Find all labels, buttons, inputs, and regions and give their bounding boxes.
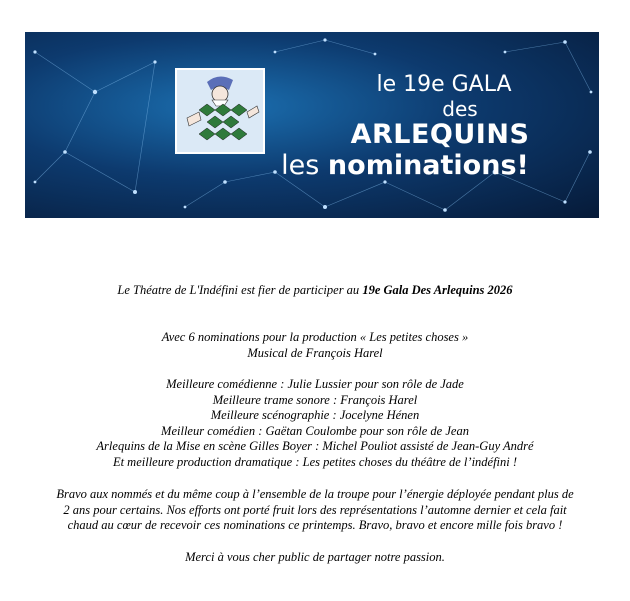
banner-line-3: ARLEQUINS	[350, 119, 530, 150]
harlequin-icon	[177, 70, 263, 152]
banner-line-2: des	[442, 97, 478, 121]
nomination-item: Meilleure scénographie : Jocelyne Hénen	[210, 408, 420, 422]
banner-line-1: le 19e GALA	[376, 72, 512, 97]
production-block	[40, 330, 590, 361]
thanks-line: Merci à vous cher public de partager notre passion.	[185, 550, 445, 564]
nomination-item: Meilleur comédien : Gaëtan Coulombe pour son rôle de Jean	[161, 423, 469, 438]
closing-paragraph	[25, 487, 605, 534]
harlequin-logo	[175, 68, 265, 154]
banner-title	[275, 72, 575, 182]
nomination-item: Arlequins de la Mise en scène Gilles Boyer : Michel Pouliot assisté de Jean-Guy André	[96, 439, 534, 453]
banner-line-4-prefix: les	[281, 150, 328, 181]
banner-line-4	[235, 150, 575, 182]
production-line: Musical de François Harel	[247, 345, 383, 360]
nomination-item: Meilleure trame sonore : François Harel	[212, 392, 418, 407]
closing-line: chaud au cœur de recevoir ces nominations ce printemps. Bravo, bravo et encore mille fois bravo !	[67, 518, 563, 532]
intro-gala-name: 19e Gala Des Arlequins 2026	[362, 283, 513, 297]
production-line: Avec 6 nominations pour la production « Les petites choses »	[161, 330, 469, 344]
banner-line-4-bold: nominations!	[327, 150, 529, 181]
intro-text: Le Théatre de L'Indéfini est fier de participer au	[117, 283, 363, 297]
nomination-item: Et meilleure production dramatique : Les petites choses du théâtre de l’indéfini !	[112, 454, 518, 469]
nomination-item: Meilleure comédienne : Julie Lussier pour son rôle de Jade	[166, 377, 464, 391]
closing-line: 2 ans pour certains. Nos efforts ont porté fruit lors des représentations l’automne dernier et cela fait	[63, 502, 567, 517]
intro-paragraph	[40, 283, 590, 299]
closing-line: Bravo aux nommés et du même coup à l’ensemble de la troupe pour l’énergie déployée pendant plus de	[56, 487, 574, 501]
nominations-list	[40, 377, 590, 470]
gala-banner	[25, 32, 599, 218]
